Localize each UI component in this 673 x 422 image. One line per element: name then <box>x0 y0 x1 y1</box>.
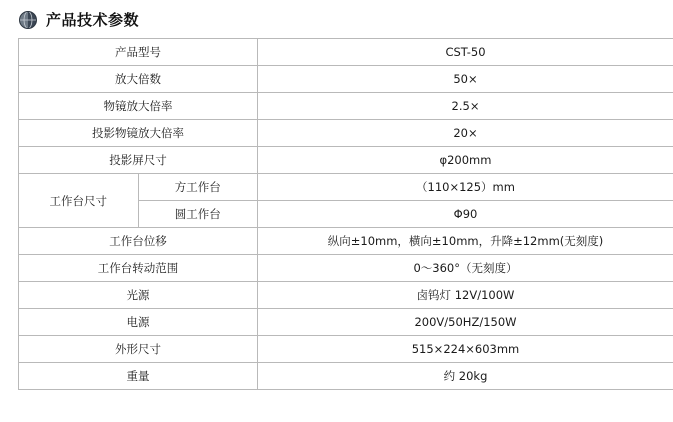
page-header <box>0 0 673 30</box>
row-label: 物镜放大倍率 <box>19 93 258 120</box>
row-value: CST-50 <box>258 39 673 66</box>
table-row <box>19 255 673 282</box>
table-row <box>19 282 673 309</box>
table-row <box>19 120 673 147</box>
row-label: 工作台转动范围 <box>19 255 258 282</box>
row-value: 20× <box>258 120 673 147</box>
table-row <box>19 39 673 66</box>
row-value: 0～360°（无刻度） <box>258 255 673 282</box>
row-label-merged: 工作台尺寸 <box>19 174 139 228</box>
table-row <box>19 174 673 201</box>
table-row <box>19 228 673 255</box>
row-label: 重量 <box>19 363 258 390</box>
row-label: 投影物镜放大倍率 <box>19 120 258 147</box>
row-value: Φ90 <box>258 201 673 228</box>
row-label: 光源 <box>19 282 258 309</box>
table-row <box>19 309 673 336</box>
row-label: 工作台位移 <box>19 228 258 255</box>
table-row <box>19 336 673 363</box>
row-value: （110×125）mm <box>258 174 673 201</box>
row-value: 卤钨灯 12V/100W <box>258 282 673 309</box>
row-value: 50× <box>258 66 673 93</box>
row-label: 放大倍数 <box>19 66 258 93</box>
row-sublabel: 圆工作台 <box>138 201 258 228</box>
row-value: 515×224×603mm <box>258 336 673 363</box>
row-value: 2.5× <box>258 93 673 120</box>
row-label: 投影屏尺寸 <box>19 147 258 174</box>
table-row <box>19 363 673 390</box>
table-row <box>19 93 673 120</box>
row-label: 电源 <box>19 309 258 336</box>
table-row <box>19 147 673 174</box>
row-label: 外形尺寸 <box>19 336 258 363</box>
row-value: φ200mm <box>258 147 673 174</box>
spec-table <box>18 38 673 390</box>
row-value: 200V/50HZ/150W <box>258 309 673 336</box>
table-row <box>19 66 673 93</box>
row-label: 产品型号 <box>19 39 258 66</box>
spec-table-container <box>0 30 673 390</box>
row-value: 约 20kg <box>258 363 673 390</box>
row-sublabel: 方工作台 <box>138 174 258 201</box>
page-title: 产品技术参数 <box>46 10 140 29</box>
globe-icon <box>18 10 38 30</box>
row-value: 纵向±10mm，横向±10mm，升降±12mm(无刻度) <box>258 228 673 255</box>
